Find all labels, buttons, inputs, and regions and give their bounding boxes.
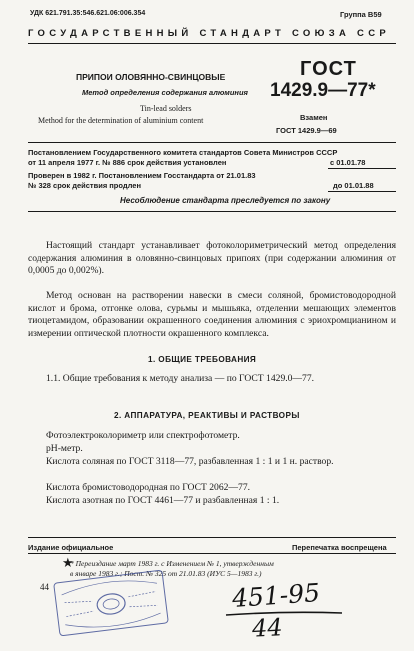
doc-method-en: Method for the determination of aluminium content: [38, 116, 204, 125]
law-notice: Несоблюдение стандарта преследуется по закону: [120, 196, 331, 205]
handwritten-stroke: [224, 611, 344, 617]
reagent-item: Фотоэлектроколориметр или спектрофотометр.: [46, 430, 240, 441]
doc-method-ru: Метод определения содержания алюминия: [82, 88, 248, 97]
date-underline-2: [328, 191, 396, 192]
decree-rule: [28, 211, 396, 212]
replaces-label: Взамен: [300, 113, 328, 122]
reprint-note-line-2: в январе 1983 г.; Пост. № 325 от 21.01.83 (ИУС 5—1983 г.): [70, 568, 262, 578]
udk-code: УДК 621.791.35:546.621.06:006.354: [30, 10, 146, 17]
handwritten-page: 44: [251, 613, 284, 643]
decree-effective-date: с 01.01.78: [330, 158, 366, 167]
gost-label: ГОСТ: [300, 58, 357, 80]
reagent-item: Кислота бромистоводородная по ГОСТ 2062—77.: [46, 482, 251, 493]
decree-extended-date: до 01.01.88: [333, 181, 374, 190]
section-1-heading: 1. ОБЩИЕ ТРЕБОВАНИЯ: [148, 355, 257, 364]
footer-rule-2: [28, 553, 396, 554]
decree-line-4: № 328 срок действия продлен: [28, 181, 142, 190]
reagent-item: рН-метр.: [46, 443, 83, 454]
decree-line-2: от 11 апреля 1977 г. № 886 срок действия установлен: [28, 158, 227, 167]
doc-title-en: Tin-lead solders: [140, 104, 192, 113]
paragraph-method: Метод основан на растворении навески в смеси соляной, бромистоводородной кислот и брома, отгонке олова, сурьмы и мышьяка, отделении мешающих элементов тиоцетамидом, образовании окрашенного соединения алюминия с эриохромцианином и измерении оптической плотности окрашенного комплекса.: [28, 290, 396, 339]
group-code: Группа В59: [340, 10, 382, 19]
page-number: 44: [40, 582, 49, 592]
official-edition: Издание официальное: [28, 543, 114, 552]
reprint-prohibited: Перепечатка воспрещена: [292, 543, 387, 552]
section-2-heading: 2. АППАРАТУРА, РЕАКТИВЫ И РАСТВОРЫ: [114, 411, 300, 420]
reprint-note: [70, 559, 274, 578]
doc-title-ru: ПРИПОИ ОЛОВЯННО-СВИНЦОВЫЕ: [76, 72, 226, 82]
decree-line-3: Проверен в 1982 г. Постановлением Госстандарта от 21.01.83: [28, 171, 256, 180]
gost-number: 1429.9—77*: [270, 80, 376, 101]
reprint-note-line-1: * Переиздание март 1983 г. с Изменением № 1, утвержденным: [70, 559, 274, 568]
stamp-seal-icon: [54, 571, 168, 636]
library-stamp: [53, 569, 169, 636]
decree-line-1: Постановлением Государственного комитета стандартов Совета Министров СССР: [28, 148, 338, 157]
date-underline-1: [328, 168, 396, 169]
paragraph-scope: Настоящий стандарт устанавливает фотоколориметрический метод определения содержания алюминия в оловянно-свинцовых припоях (при содержании алюминия от 0,0005 до 0,002%).: [28, 240, 396, 277]
section-1-text: 1.1. Общие требования к методу анализа — по ГОСТ 1429.0—77.: [46, 373, 315, 384]
star-icon: ★: [62, 555, 74, 570]
title-rule: [28, 142, 396, 143]
replaces-gost: ГОСТ 1429.9—69: [276, 126, 337, 135]
reagent-item: Кислота азотная по ГОСТ 4461—77 и разбавленная 1 : 1.: [46, 495, 280, 506]
header-rule: [28, 43, 396, 44]
handwritten-number: 451-95: [231, 577, 321, 614]
footer-rule: [28, 537, 396, 538]
gos-standard-banner: ГОСУДАРСТВЕННЫЙ СТАНДАРТ СОЮЗА ССР: [28, 28, 391, 39]
reagent-item: Кислота соляная по ГОСТ 3118—77, разбавленная 1 : 1 и 1 н. раствор.: [46, 456, 334, 467]
